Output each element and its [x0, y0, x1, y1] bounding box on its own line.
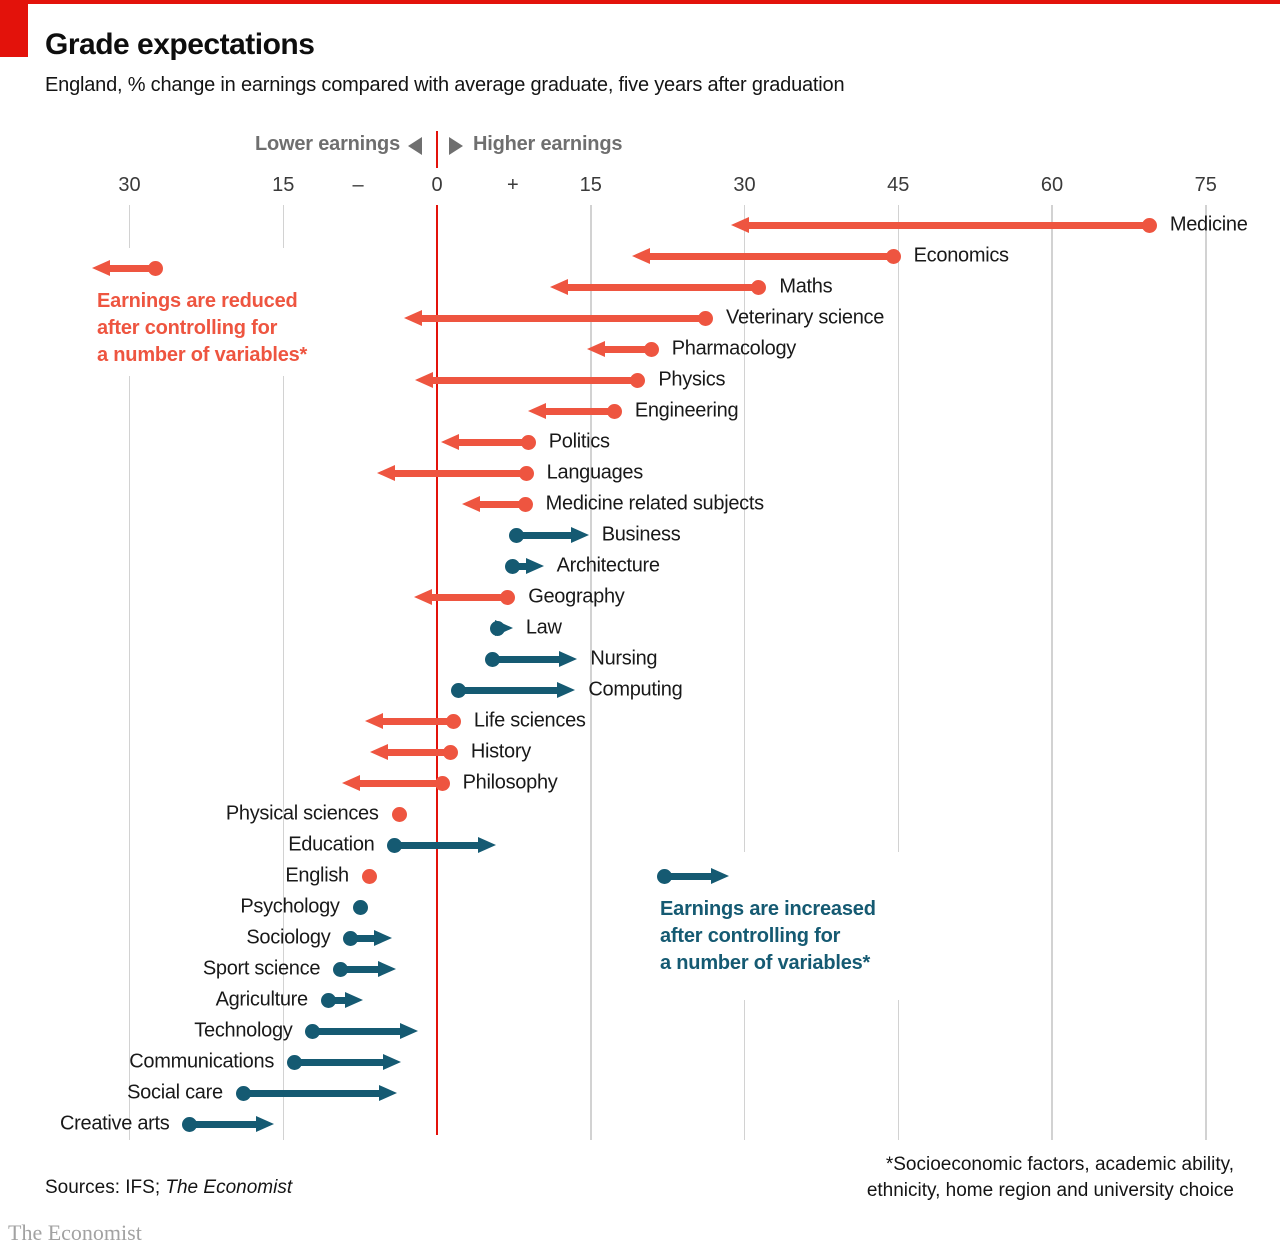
row-history-dot: [443, 745, 458, 760]
row-physics-arrowhead: [415, 372, 433, 388]
top-red-rule: [0, 0, 1280, 4]
row-label-physical-sciences: Physical sciences: [225, 802, 379, 825]
row-label-communications: Communications: [129, 1050, 275, 1073]
row-label-computing: Computing: [588, 678, 683, 701]
row-geography-arrowhead: [414, 589, 432, 605]
row-nursing-line: [492, 656, 568, 663]
row-nursing-dot: [485, 652, 500, 667]
footnote-line: *Socioeconomic factors, academic ability,: [885, 1154, 1234, 1175]
row-social-care-dot: [236, 1086, 251, 1101]
row-label-veterinary-science: Veterinary science: [726, 306, 885, 329]
row-label-law: Law: [525, 616, 562, 639]
row-agriculture-arrowhead: [345, 992, 363, 1008]
row-label-philosophy: Philosophy: [462, 771, 558, 794]
row-economics-line: [641, 253, 893, 260]
row-label-pharmacology: Pharmacology: [671, 337, 796, 360]
row-engineering-dot: [607, 404, 622, 419]
row-medicine-line: [740, 222, 1149, 229]
row-philosophy-line: [351, 780, 442, 787]
row-pharmacology-dot: [644, 342, 659, 357]
increased-annotation-line: after controlling for: [660, 925, 841, 947]
row-label-languages: Languages: [546, 461, 643, 484]
row-medicine-arrowhead: [731, 217, 749, 233]
row-medicine-related-subjects-arrowhead: [462, 496, 480, 512]
row-medicine-dot: [1142, 218, 1157, 233]
row-maths-arrowhead: [550, 279, 568, 295]
row-sociology-arrowhead: [374, 930, 392, 946]
sources-prefix: Sources: IFS;: [45, 1177, 166, 1198]
row-veterinary-science-arrowhead: [404, 310, 422, 326]
row-education-line: [395, 842, 487, 849]
row-business-dot: [509, 528, 524, 543]
row-agriculture-dot: [321, 993, 336, 1008]
row-medicine-related-subjects-dot: [518, 497, 533, 512]
row-philosophy-arrowhead: [342, 775, 360, 791]
row-languages-line: [386, 470, 527, 477]
row-label-history: History: [470, 740, 531, 763]
row-architecture-arrowhead: [526, 558, 544, 574]
row-label-engineering: Engineering: [634, 399, 739, 422]
row-creative-arts-arrowhead: [256, 1116, 274, 1132]
axis-tick-label: +: [507, 174, 519, 196]
row-history-arrowhead: [370, 744, 388, 760]
axis-tick-label: 15: [579, 174, 602, 196]
row-physics-line: [424, 377, 637, 384]
row-geography-line: [423, 594, 507, 601]
row-education-dot: [387, 838, 402, 853]
reduced-annotation-line: Earnings are reduced: [97, 290, 298, 312]
row-languages-dot: [519, 466, 534, 481]
row-technology-line: [313, 1028, 409, 1035]
row-business-arrowhead: [571, 527, 589, 543]
row-computing-line: [459, 687, 567, 694]
row-veterinary-science-dot: [698, 311, 713, 326]
row-architecture-dot: [505, 559, 520, 574]
row-creative-arts-dot: [182, 1117, 197, 1132]
row-philosophy-dot: [435, 776, 450, 791]
row-label-politics: Politics: [548, 430, 610, 453]
gridline: [1205, 205, 1207, 1140]
row-engineering-arrowhead: [528, 403, 546, 419]
gridline: [1051, 205, 1053, 1140]
row-technology-arrowhead: [400, 1023, 418, 1039]
axis-tick-label: 0: [431, 174, 443, 196]
row-law-dot: [490, 621, 505, 636]
row-label-creative-arts: Creative arts: [60, 1112, 170, 1135]
row-pharmacology-arrowhead: [587, 341, 605, 357]
row-technology-dot: [305, 1024, 320, 1039]
row-label-english: English: [285, 864, 349, 887]
row-communications-line: [295, 1059, 393, 1066]
row-sport-science-dot: [333, 962, 348, 977]
right-triangle-icon: [449, 137, 463, 155]
axis-tick-label: 30: [118, 174, 141, 196]
row-label-social-care: Social care: [127, 1081, 223, 1104]
row-label-agriculture: Agriculture: [215, 988, 308, 1011]
row-label-business: Business: [601, 523, 681, 546]
row-life-sciences-arrowhead: [365, 713, 383, 729]
footnote: [867, 1152, 1234, 1204]
row-veterinary-science-line: [413, 315, 705, 322]
row-languages-arrowhead: [377, 465, 395, 481]
row-nursing-arrowhead: [559, 651, 577, 667]
economist-red-tab: [0, 0, 28, 57]
row-life-sciences-line: [374, 718, 453, 725]
increased-example-dot: [657, 869, 672, 884]
row-politics-arrowhead: [441, 434, 459, 450]
reduced-example-arrowhead: [92, 260, 110, 276]
reduced-example-dot: [148, 261, 163, 276]
row-economics-arrowhead: [632, 248, 650, 264]
sources-line: [45, 1177, 292, 1199]
lower-earnings-label: Lower earnings: [254, 133, 400, 155]
row-label-technology: Technology: [194, 1019, 293, 1042]
row-computing-arrowhead: [557, 682, 575, 698]
axis-tick-label: 30: [733, 174, 756, 196]
economist-wordmark: The Economist: [8, 1220, 142, 1245]
row-creative-arts-line: [190, 1121, 265, 1128]
row-engineering-line: [537, 408, 614, 415]
row-history-line: [379, 749, 450, 756]
row-label-sociology: Sociology: [246, 926, 331, 949]
row-label-education: Education: [288, 833, 375, 856]
row-label-sport-science: Sport science: [202, 957, 321, 980]
row-politics-line: [450, 439, 528, 446]
row-social-care-line: [243, 1090, 388, 1097]
row-maths-line: [559, 284, 759, 291]
row-label-life-sciences: Life sciences: [473, 709, 586, 732]
row-psychology-dot: [353, 900, 368, 915]
zero-line-top-segment: [436, 131, 438, 168]
row-sociology-dot: [343, 931, 358, 946]
higher-earnings-label: Higher earnings: [473, 133, 623, 155]
axis-tick-label: 45: [887, 174, 910, 196]
row-physics-dot: [630, 373, 645, 388]
row-communications-dot: [287, 1055, 302, 1070]
row-computing-dot: [451, 683, 466, 698]
axis-tick-label: –: [352, 174, 364, 196]
row-politics-dot: [521, 435, 536, 450]
row-communications-arrowhead: [383, 1054, 401, 1070]
reduced-annotation-line: after controlling for: [97, 317, 278, 339]
row-label-maths: Maths: [779, 275, 833, 298]
row-geography-dot: [500, 590, 515, 605]
zero-line: [436, 205, 438, 1135]
axis-tick-label: 75: [1194, 174, 1217, 196]
left-triangle-icon: [408, 137, 422, 155]
axis-tick-label: 15: [272, 174, 295, 196]
row-label-nursing: Nursing: [590, 647, 658, 670]
row-maths-dot: [751, 280, 766, 295]
increased-example-arrowhead: [711, 868, 729, 884]
row-economics-dot: [886, 249, 901, 264]
row-sport-science-arrowhead: [378, 961, 396, 977]
row-social-care-arrowhead: [379, 1085, 397, 1101]
row-label-economics: Economics: [913, 244, 1009, 267]
increased-annotation-line: a number of variables*: [660, 952, 871, 974]
footnote-line: ethnicity, home region and university choice: [866, 1180, 1234, 1201]
row-label-medicine: Medicine: [1169, 213, 1248, 236]
sources-publication: The Economist: [165, 1177, 293, 1198]
axis-tick-label: 60: [1040, 174, 1064, 196]
row-english-dot: [362, 869, 377, 884]
chart-title: Grade expectations: [45, 28, 315, 61]
chart-subtitle: England, % change in earnings compared with average graduate, five years after graduation: [45, 74, 845, 96]
row-label-architecture: Architecture: [556, 554, 660, 577]
row-label-medicine-related-subjects: Medicine related subjects: [545, 492, 764, 515]
row-life-sciences-dot: [446, 714, 461, 729]
reduced-annotation-line: a number of variables*: [97, 344, 308, 366]
row-label-geography: Geography: [528, 585, 625, 608]
row-label-physics: Physics: [658, 368, 726, 391]
row-label-psychology: Psychology: [240, 895, 340, 918]
row-physical-sciences-dot: [392, 807, 407, 822]
row-education-arrowhead: [478, 837, 496, 853]
increased-annotation-line: Earnings are increased: [660, 898, 876, 920]
